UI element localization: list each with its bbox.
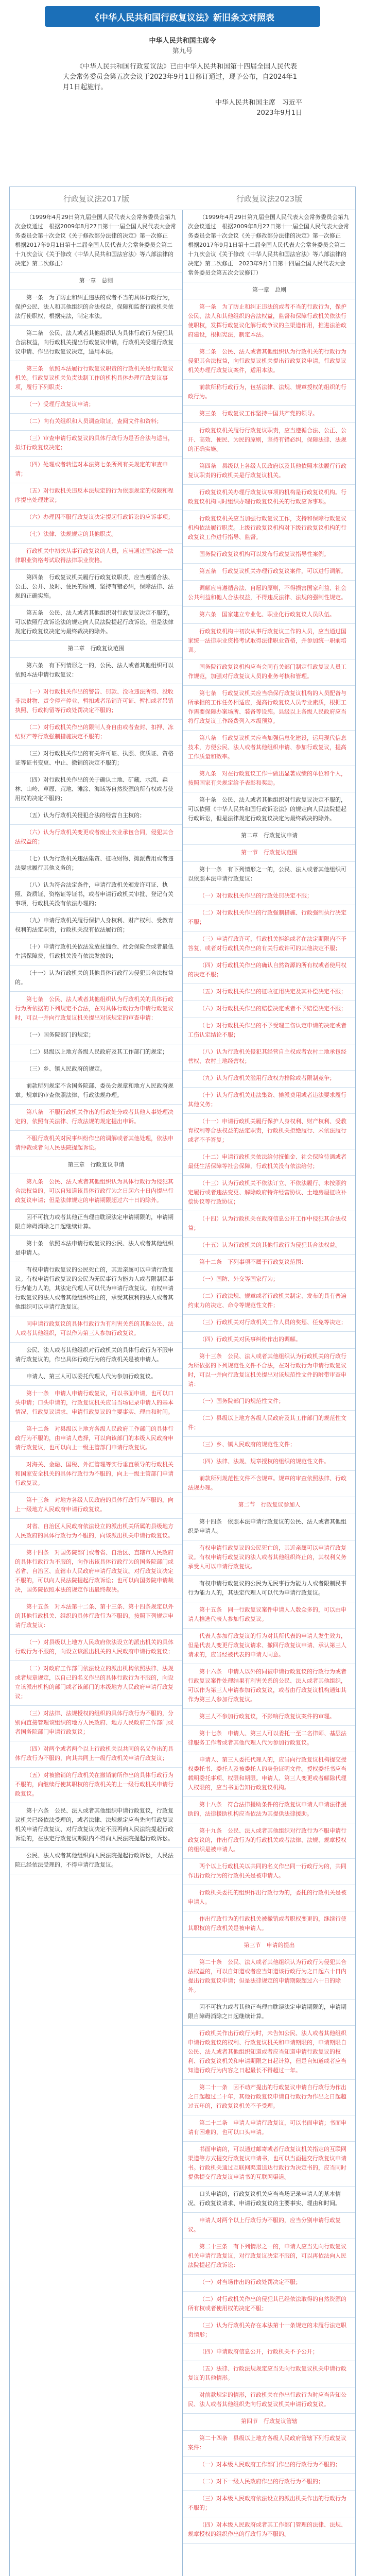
new-clause: 口头申请的，行政复议机关应当当场记录申请人的基本情况、行政复议请求、申请行政复议的主要事实、理由和时间。 — [183, 2187, 356, 2213]
old-clause: （五）对被撤销的行政机关在撤销前所作出的具体行政行为不服的，向继续行使其职权的行政机关的上一级行政机关申请行政复议。 — [10, 1768, 182, 1803]
right-column-header: 行政复议法2023版 — [183, 187, 356, 210]
new-clause: （十二）申请行政机关依法给付抚恤金、社会保险待遇或者最低生活保障等社会保障，行政机关没有依法给付； — [183, 1149, 356, 1176]
new-clause: （三）对本级人民政府依法设立的派出机关作出的行政行为不服的； — [183, 2491, 356, 2517]
new-clause: 行政机关委托的组织作出行政行为的，委托的行政机关是被申请人。 — [183, 1885, 356, 1911]
title-banner — [45, 6, 320, 27]
old-clause: （四）对两个或者两个以上行政机关以共同的名义作出的具体行政行为不服的，向其共同上一级行政机关申请行政复议； — [10, 1741, 182, 1768]
comparison-table — [9, 187, 356, 2576]
new-clause: （四）对行政机关作出的确认自然资源的所有权或者使用权的决定不服； — [183, 958, 356, 984]
old-clause: 第二条 公民、法人或者其他组织认为具体行政行为侵犯其合法权益，向行政机关提出行政复议申请，行政机关受理行政复议申请、作出行政复议决定，适用本法。 — [10, 326, 182, 361]
old-clause: （四）对行政机关作出的关于确认土地、矿藏、水流、森林、山岭、草原、荒地、滩涂、海域等自然资源的所有权或者使用权的决定不服的； — [10, 772, 182, 808]
new-clause: 第十九条 公民、法人或者其他组织对行政行为不服申请行政复议的，作出行政行为的行政机关或者法律、法规、规章授权的组织是被申请人。 — [183, 1823, 356, 1859]
new-clause: （十三）认为行政机关不依法订立、不依法履行、未按照约定履行或者违法变更、解除政府特许经营协议、土地房屋征收补偿协议等行政协议； — [183, 1176, 356, 1211]
old-clause: 第十二条 对县级以上地方各级人民政府工作部门的具体行政行为不服的，由申请人选择，可以向该部门的本级人民政府申请行政复议，也可以向上一级主管部门申请行政复议。 — [10, 1421, 182, 1457]
old-clause: （六）办理因不服行政复议决定提起行政诉讼的应诉事项； — [10, 510, 182, 527]
new-clause: （三）行政机关对行政机关工作人员的奖惩、任免等决定； — [183, 1315, 356, 1332]
new-clause: 有权申请行政复议的公民死亡的，其近亲属可以申请行政复议。有权申请行政复议的法人或者其他组织终止的，其权利义务承受人可以申请行政复议。 — [183, 1540, 356, 1576]
old-clause: 因不可抗力或者其他正当理由耽误法定申请期限的，申请期限自障碍消除之日起继续计算。 — [10, 1210, 182, 1236]
new-clause: 第十七条 申请人、第三人可以委托一至二名律师、基层法律服务工作者或者其他代理人代为参加行政复议。 — [183, 1726, 356, 1752]
new-clause: 前款所列规范性文件不含规章。规章的审查依照法律、行政法规办理。 — [183, 1471, 356, 1497]
new-clause: 国务院行政复议机构应当会同有关部门制定行政复议人员工作规范，加强对行政复议人员的业务考核和管理。 — [183, 659, 356, 686]
new-clause: 第八条 行政复议机关应当加强信息化建设，运用现代信息技术，方便公民、法人或者其他组织申请、参加行政复议，提高工作质量和效率。 — [183, 731, 356, 766]
old-clause: （一）对行政机关作出的警告、罚款、没收违法所得、没收非法财物、责令停产停业、暂扣或者吊销许可证、暂扣或者吊销执照、行政拘留等行政处罚决定不服的； — [10, 684, 182, 720]
order-date: 2023年9月1日 — [256, 109, 302, 117]
new-clause: （五）法律、行政法规规定应当先向行政复议机关申请行政复议的其他情形。 — [183, 2361, 356, 2387]
old-clause: 第一条 为了防止和纠正违法的或者不当的具体行政行为，保护公民、法人和其他组织的合法权益，保障和监督行政机关依法行使职权，根据宪法，制定本法。 — [10, 290, 182, 326]
old-clause: 第九条 公民、法人或者其他组织认为具体行政行为侵犯其合法权益的，可以自知道该具体行政行为之日起六十日内提出行政复议申请；但是法律规定的申请期限超过六十日的除外。 — [10, 1174, 182, 1210]
intro-block — [63, 36, 302, 118]
new-clause: （二）行政法规、规章或者行政机关制定、发布的具有普遍约束力的决定、命令等规范性文件； — [183, 1289, 356, 1315]
old-clause: （二）对政府工作部门依法设立的派出机构依照法律、法规或者规章规定，以自己的名义作出的具体行政行为不服的，向设立该派出机构的部门或者该部门的本级地方人民政府申请行政复议； — [10, 1661, 182, 1706]
new-clause: （二）对行政机关作出的行政强制措施、行政强制执行决定不服； — [183, 905, 356, 931]
old-clause: 第十六条 公民、法人或者其他组织申请行政复议，行政复议机关已经依法受理的，或者法律、法规规定应当先向行政复议机关申请行政复议、对行政复议决定不服再向人民法院提起行政诉讼的，在法定行政复议期限内不得向人民法院提起行政诉讼。 — [10, 1803, 182, 1848]
old-clause: （十）申请行政机关依法发放抚恤金、社会保险金或者最低生活保障费，行政机关没有依法发放的； — [10, 939, 182, 965]
old-clause: （二）向有关组织和人员调查取证，查阅文件和资料； — [10, 414, 182, 431]
new-clause: 第十五条 同一行政复议案件申请人人数众多的，可以由申请人推选代表人参加行政复议。 — [183, 1602, 356, 1629]
new-clause: （三）认为行政机关存在本法第十一条规定的未履行法定职责情形； — [183, 2318, 356, 2344]
old-clause: 第三章 行政复议申请 — [10, 1157, 182, 1174]
old-clause: 第十四条 对国务院部门或者省、自治区、直辖市人民政府的具体行政行为不服的，向作出该具体行政行为的国务院部门或者省、自治区、直辖市人民政府申请行政复议。对行政复议决定不服的，可以向人民法院提起行政诉讼；也可以向国务院申请裁决，国务院依照本法的规定作出最终裁决。 — [10, 1545, 182, 1599]
new-clause: 调解应当遵循合法、自愿的原则，不得损害国家利益、社会公共利益和他人合法权益，不得违反法律、法规的强制性规定。 — [183, 581, 356, 607]
new-clause: 第一节 行政复议范围 — [183, 845, 356, 862]
new-clause: 第十八条 符合法律援助条件的行政复议申请人申请法律援助的，法律援助机构应当依法为其提供法律援助。 — [183, 1797, 356, 1823]
old-clause: 第一章 总则 — [10, 273, 182, 290]
new-clause: 第二十一条 因不动产提出的行政复议申请自行政行为作出之日起超过二十年，其他行政复议申请自行政行为作出之日起超过五年的，行政复议机关不予受理。 — [183, 2080, 356, 2115]
new-clause: 申请人、第三人委托代理人的，应当向行政复议机构提交授权委托书、委托人及被委托人的身份证明文件。授权委托书应当载明委托事项、权限和期限。申请人、第三人变更或者解除代理人权限的，应当书面告知行政复议机构。 — [183, 1752, 356, 1797]
new-clause: （八）认为行政机关侵犯其经营自主权或者农村土地承包经营权、农村土地经营权； — [183, 1044, 356, 1071]
new-clause: 因不可抗力或者其他正当理由耽误法定申请期限的，申请期限自障碍消除之日起继续计算。 — [183, 1999, 356, 2026]
old-clause: 行政机关中初次从事行政复议的人员，应当通过国家统一法律职业资格考试取得法律职业资格。 — [10, 544, 182, 570]
old-clause: （八）认为符合法定条件，申请行政机关颁发许可证、执照、资质证、资格证等证书，或者申请行政机关审批、登记有关事项，行政机关没有依法办理的； — [10, 877, 182, 913]
old-clause: 不服行政机关对民事纠纷作出的调解或者其他处理，依法申请仲裁或者向人民法院提起诉讼。 — [10, 1131, 182, 1157]
new-clause: （一）对本级人民政府工作部门作出的行政行为不服的； — [183, 2457, 356, 2474]
new-clause: （二）县级以上地方各级人民政府及其工作部门的规范性文件； — [183, 1411, 356, 1437]
new-clause: 行政复议机关履行行政复议职责，应当遵循合法、公正、公开、高效、便民、为民的原则，坚持有错必纠，保障法律、法规的正确实施。 — [183, 423, 356, 459]
new-clause: （二）对行政机关作出的侵犯其已经依法取得的自然资源的所有权或者使用权的决定不服； — [183, 2292, 356, 2318]
old-clause: 对省、自治区人民政府依法设立的派出机关所属的县级地方人民政府的具体行政行为不服的，向该派出机关申请行政复议。 — [10, 1519, 182, 1545]
page-title: 《中华人民共和国行政复议法》新旧条文对照表 — [91, 12, 274, 23]
new-clause: 第十六条 申请人以外的同被申请行政复议的行政行为或者行政复议案件处理结果有利害关系的公民、法人或者其他组织，可以作为第三人申请参加行政复议，或者由行政复议机构通知其作为第三人参加行政复议。 — [183, 1664, 356, 1709]
new-clause: 第二章 行政复议申请 — [183, 828, 356, 845]
new-clause: 第二十条 公民、法人或者其他组织认为行政行为侵犯其合法权益的，可以自知道或者应当知道该行政行为之日起六十日内提出行政复议申请；但是法律规定的申请期限超过六十日的除外。 — [183, 1955, 356, 1999]
new-clause: （三）乡、镇人民政府的规范性文件； — [183, 1437, 356, 1454]
new-clause: 前款所称行政行为，包括法律、法规、规章授权的组织的行政行为。 — [183, 380, 356, 406]
old-clause: （三）乡、镇人民政府的规定。 — [10, 1061, 182, 1078]
old-clause: 第六条 有下列情形之一的，公民、法人或者其他组织可以依照本法申请行政复议： — [10, 658, 182, 684]
new-clause: 作出行政行为的行政机关被撤销或者职权变更的，继续行使其职权的行政机关是被申请人。 — [183, 1911, 356, 1938]
old-clause: 对海关、金融、国税、外汇管理等实行垂直领导的行政机关和国家安全机关的具体行政行为不服的，向上一级主管部门申请行政复议。 — [10, 1457, 182, 1493]
order-heading: 中华人民共和国主席令 — [149, 37, 216, 45]
old-clause: 第四条 行政复议机关履行行政复议职责，应当遵循合法、公正、公开、及时、便民的原则，坚持有错必纠，保障法律、法规的正确实施。 — [10, 570, 182, 605]
new-clause: （一）国防、外交等国家行为； — [183, 1272, 356, 1289]
old-version-column — [10, 210, 183, 2576]
new-clause: 第十条 公民、法人或者其他组织对行政复议决定不服的，可以依照《中华人民共和国行政诉讼法》的规定向人民法院提起行政诉讼，但是法律规定行政复议决定为最终裁决的除外。 — [183, 792, 356, 828]
old-clause: （六）认为行政机关变更或者废止农业承包合同，侵犯其合法权益的； — [10, 825, 182, 851]
new-clause: 第七条 行政复议机关应当确保行政复议机构的人员配备与所承担的工作任务相适应，提高行政复议人员专业素质，根据工作需要保障办案场所、装备等设施。县级以上各级人民政府应当将行政复议工作经费列入本级预算。 — [183, 686, 356, 731]
new-clause: 第二节 行政复议参加人 — [183, 1497, 356, 1514]
left-column-header: 行政复议法2017版 — [10, 187, 183, 210]
new-clause: （七）对行政机关作出的不予受理工伤认定申请的决定或者工伤认定结论不服； — [183, 1018, 356, 1044]
new-clause: （九）认为行政机关滥用行政权力排除或者限制竞争； — [183, 1071, 356, 1088]
new-clause: 第十四条 依照本法申请行政复议的公民、法人或者其他组织是申请人。 — [183, 1514, 356, 1540]
old-clause: （三）对法律、法规授权的组织的具体行政行为不服的，分别向直接管理该组织的地方人民政府、地方人民政府工作部门或者国务院部门申请行政复议； — [10, 1706, 182, 1741]
new-clause: 行政复议机构中初次从事行政复议工作的人员，应当通过国家统一法律职业资格考试取得法律职业资格，并参加统一职前培训。 — [183, 624, 356, 659]
new-clause: 行政复议机关应当加强行政复议工作，支持和保障行政复议机构依法履行职责。上级行政复议机构对下级行政复议机构的行政复议工作进行指导、监督。 — [183, 511, 356, 547]
old-clause: 第五条 公民、法人或者其他组织对行政复议决定不服的，可以依照行政诉讼法的规定向人民法院提起行政诉讼，但是法律规定行政复议决定为最终裁决的除外。 — [10, 605, 182, 641]
new-clause: 第九条 对在行政复议工作中做出显著成绩的单位和个人，按照国家有关规定给予表彰和奖励。 — [183, 766, 356, 792]
old-clause: （三）对行政机关作出的有关许可证、执照、资质证、资格证等证书变更、中止、撤销的决定不服的； — [10, 746, 182, 772]
old-clause: 第八条 不服行政机关作出的行政处分或者其他人事处理决定的，依照有关法律、行政法规的规定提出申诉。 — [10, 1105, 182, 1131]
new-clause: 国务院行政复议机构可以发布行政复议指导性案例。 — [183, 547, 356, 564]
new-clause: 第十二条 下列事项不属于行政复议范围： — [183, 1255, 356, 1272]
new-clause: （四）申请政府信息公开，行政机关不予公开； — [183, 2344, 356, 2361]
new-clause: （四）行政机关对民事纠纷作出的调解。 — [183, 1332, 356, 1349]
old-clause: （四）处理或者转送对本法第七条所列有关规定的审查申请； — [10, 457, 182, 483]
new-clause: 行政复议机关办理行政复议事项的机构是行政复议机构。行政复议机构同时组织办理行政复议机关的行政应诉事项。 — [183, 485, 356, 511]
new-clause: 两个以上行政机关以共同的名义作出同一行政行为的，共同作出行政行为的行政机关是被申请人。 — [183, 1859, 356, 1885]
old-clause: 第十条 依照本法申请行政复议的公民、法人或者其他组织是申请人。 — [10, 1236, 182, 1262]
old-clause: 第三条 依照本法履行行政复议职责的行政机关是行政复议机关。行政复议机关负责法制工作的机构具体办理行政复议事项，履行下列职责： — [10, 361, 182, 397]
old-clause: 第十五条 对本法第十二条、第十三条、第十四条规定以外的其他行政机关、组织的具体行政行为不服的，按照下列规定申请行政复议： — [10, 1599, 182, 1635]
new-clause: 第三节 申请的提出 — [183, 1938, 356, 1955]
old-clause: 第七条 公民、法人或者其他组织认为行政机关的具体行政行为所依据的下列规定不合法，在对具体行政行为申请行政复议时，可以一并向行政复议机关提出对该规定的审查申请： — [10, 992, 182, 1027]
new-clause: （一）对当场作出的行政处罚决定不服； — [183, 2275, 356, 2292]
new-clause: （六）对行政机关作出的赔偿决定或者不予赔偿决定不服； — [183, 1001, 356, 1018]
old-clause: （七）认为行政机关违法集资、征收财物、摊派费用或者违法要求履行其他义务的； — [10, 851, 182, 877]
old-clause: （二）县级以上地方各级人民政府及其工作部门的规定； — [10, 1044, 182, 1061]
new-clause: （十一）申请行政机关履行保护人身权利、财产权利、受教育权利等合法权益的法定职责，行政机关拒绝履行、未依法履行或者不予答复； — [183, 1114, 356, 1149]
new-clause: 第二条 公民、法人或者其他组织认为行政机关的行政行为侵犯其合法权益，向行政复议机关提出行政复议申请，行政复议机关办理行政复议案件，适用本法。 — [183, 344, 356, 380]
new-clause: （四）法律、法规、规章授权的组织的规范性文件。 — [183, 1454, 356, 1471]
old-clause: 公民、法人或者其他组织向人民法院提起行政诉讼，人民法院已经依法受理的，不得申请行政复议。 — [10, 1848, 182, 1874]
old-clause: （十一）认为行政机关的其他具体行政行为侵犯其合法权益的。 — [10, 965, 182, 992]
new-clause: 有权申请行政复议的公民为无民事行为能力人或者限制民事行为能力人的，其法定代理人可以代为申请行政复议。 — [183, 1576, 356, 1602]
old-clause: 第二章 行政复议范围 — [10, 641, 182, 658]
order-body: 《中华人民共和国行政复议法》已由中华人民共和国第十四届全国人民代表大会常务委员会第五次会议于2023年9月1日修订通过，现予公布，自2024年1月1日起施行。 — [63, 63, 298, 91]
old-clause: （五）认为行政机关侵犯合法的经营自主权的； — [10, 808, 182, 825]
old-clause: （三）审查申请行政复议的具体行政行为是否合法与适当，拟订行政复议决定； — [10, 431, 182, 457]
new-clause: （三）申请行政许可，行政机关拒绝或者在法定期限内不予答复，或者对行政机关作出的有关行政许可的其他决定不服； — [183, 931, 356, 958]
new-clause: （1999年4月29日第九届全国人民代表大会常务委员会第九次会议通过 根据2009年8月27日第十一届全国人民代表大会常务委员会第十次会议《关于修改部分法律的决定》第一次修正 根据2017年9月1日第十二届全国人民代表大会常务委员会第二十九次会议《关于修改〈中华人民共和国法官法〉等八部法律的决定》第二次修正 2023年9月1日第十四届全国人民代表大会常务委员会第五次会议修订） — [183, 210, 356, 282]
new-clause: 对前款规定的情形，行政机关在作出行政行为时应当告知公民、法人或者其他组织先向行政复议机关申请行政复议。 — [183, 2387, 356, 2414]
new-clause: 第一章 总则 — [183, 282, 356, 299]
old-clause: （五）对行政机关违反本法规定的行为依照规定的权限和程序提出处理建议； — [10, 483, 182, 510]
new-clause: （一）国务院部门的规范性文件； — [183, 1394, 356, 1411]
old-clause: （二）对行政机关作出的限制人身自由或者查封、扣押、冻结财产等行政强制措施决定不服的； — [10, 720, 182, 746]
new-clause: （十五）认为行政机关的其他行政行为侵犯其合法权益。 — [183, 1238, 356, 1255]
old-clause: 同申请行政复议的具体行政行为有利害关系的其他公民、法人或者其他组织，可以作为第三人参加行政复议。 — [10, 1316, 182, 1343]
old-clause: 申请人、第三人可以委托代理人代为参加行政复议。 — [10, 1369, 182, 1386]
new-clause: （五）对行政机关作出的征收征用决定及其补偿决定不服； — [183, 984, 356, 1001]
order-number: 第九号 — [172, 47, 193, 55]
old-clause: （一）对县级以上地方人民政府依法设立的派出机关的具体行政行为不服的，向设立该派出机关的人民政府申请行政复议； — [10, 1635, 182, 1661]
new-clause: 第一条 为了防止和纠正违法的或者不当的行政行为，保护公民、法人和其他组织的合法权益，监督和保障行政机关依法行使职权，发挥行政复议化解行政争议的主渠道作用，推进法治政府建设，根据宪法，制定本法。 — [183, 299, 356, 344]
old-clause: （一）国务院部门的规定； — [10, 1027, 182, 1044]
new-clause: 申请人对两个以上行政行为不服的，应当分别申请行政复议。 — [183, 2213, 356, 2239]
new-clause: 第六条 国家建立专业化、职业化行政复议人员队伍。 — [183, 607, 356, 624]
new-clause: 第四节 行政复议管辖 — [183, 2414, 356, 2431]
old-clause: （1999年4月29日第九届全国人民代表大会常务委员会第九次会议通过 根据2009年8月27日第十一届全国人民代表大会常务委员会第十次会议《关于修改部分法律的决定》第一次修正 根据2017年9月1日第十二届全国人民代表大会常务委员会第二十九次会议《关于修改〈中华人民共和国法官法〉等八部法律的决定》第二次修正） — [10, 210, 182, 273]
new-clause: 代表人参加行政复议的行为对其所代表的申请人发生效力，但是代表人变更行政复议请求、撤回行政复议申请、承认第三人请求的，应当经被代表的申请人同意。 — [183, 1629, 356, 1664]
old-clause: （一）受理行政复议申请； — [10, 397, 182, 414]
order-signature: 中华人民共和国主席 习近平 — [215, 99, 302, 107]
new-clause: （四）对本级人民政府或者其工作部门管理的法律、法规、规章授权的组织作出的行政行为不服的。 — [183, 2517, 356, 2544]
new-clause: 第四条 县级以上各级人民政府以及其他依照本法履行行政复议职责的行政机关是行政复议机关。 — [183, 459, 356, 485]
old-clause: （九）申请行政机关履行保护人身权利、财产权利、受教育权利的法定职责，行政机关没有依法履行的； — [10, 913, 182, 939]
new-clause: 第十三条 公民、法人或者其他组织认为行政机关的行政行为所依据的下列规范性文件不合法，在对行政行为申请行政复议时，可以一并向行政复议机关提出对该规范性文件的附带审查申请： — [183, 1349, 356, 1394]
new-clause: 第十一条 有下列情形之一的，公民、法人或者其他组织可以依照本法申请行政复议： — [183, 862, 356, 888]
old-clause: 第十三条 对地方各级人民政府的具体行政行为不服的，向上一级地方人民政府申请行政复议。 — [10, 1493, 182, 1519]
old-clause: 前款所列规定不含国务院部、委员会规章和地方人民政府规章。规章的审查依照法律、行政法规办理。 — [10, 1078, 182, 1105]
old-clause: 有权申请行政复议的公民死亡的，其近亲属可以申请行政复议。有权申请行政复议的公民为无民事行为能力人或者限制民事行为能力人的，其法定代理人可以代为申请行政复议。有权申请行政复议的法人或者其他组织终止的，承受其权利的法人或者其他组织可以申请行政复议。 — [10, 1262, 182, 1316]
new-clause: 书面申请的，可以通过邮寄或者行政复议机关指定的互联网渠道等方式提交行政复议申请书，也可以当面提交行政复议申请书。行政机关通过互联网渠道送达行政行为决定书的，应当同时提供提交行政复议申请书的互联网渠道。 — [183, 2142, 356, 2187]
new-clause: （十四）认为行政机关在政府信息公开工作中侵犯其合法权益； — [183, 1211, 356, 1238]
new-version-column — [183, 210, 356, 2576]
new-clause: 第三人不参加行政复议，不影响行政复议案件的审理。 — [183, 1709, 356, 1726]
new-clause: 行政机关作出行政行为时，未告知公民、法人或者其他组织申请行政复议的权利、行政复议机关和申请期限的，申请期限自公民、法人或者其他组织知道或者应当知道申请行政复议的权利、行政复议机关和申请期限之日起计算，但是自知道或者应当知道行政行为内容之日起最长不得超过一年。 — [183, 2026, 356, 2080]
old-clause: 公民、法人或者其他组织对行政机关的具体行政行为不服申请行政复议的，作出具体行政行为的行政机关是被申请人。 — [10, 1343, 182, 1369]
new-clause: 第三条 行政复议工作坚持中国共产党的领导。 — [183, 406, 356, 423]
old-clause: 第十一条 申请人申请行政复议，可以书面申请，也可以口头申请；口头申请的，行政复议机关应当当场记录申请人的基本情况、行政复议请求、申请行政复议的主要事实、理由和时间。 — [10, 1386, 182, 1421]
new-clause: 第二十二条 申请人申请行政复议，可以书面申请；书面申请有困难的，也可以口头申请。 — [183, 2115, 356, 2142]
new-clause: （十）认为行政机关违法集资、摊派费用或者违法要求履行其他义务； — [183, 1088, 356, 1114]
new-clause: 第二十三条 有下列情形之一的，申请人应当先向行政复议机关申请行政复议，对行政复议决定不服的，可以再依法向人民法院提起行政诉讼： — [183, 2239, 356, 2275]
new-clause: 第五条 行政复议机关办理行政复议案件，可以进行调解。 — [183, 564, 356, 581]
new-clause: （二）对下一级人民政府作出的行政行为不服的； — [183, 2474, 356, 2491]
new-clause: （一）对行政机关作出的行政处罚决定不服； — [183, 888, 356, 905]
old-clause: （七）法律、法规规定的其他职责。 — [10, 527, 182, 544]
new-clause: 第二十四条 县级以上地方各级人民政府管辖下列行政复议案件： — [183, 2431, 356, 2457]
